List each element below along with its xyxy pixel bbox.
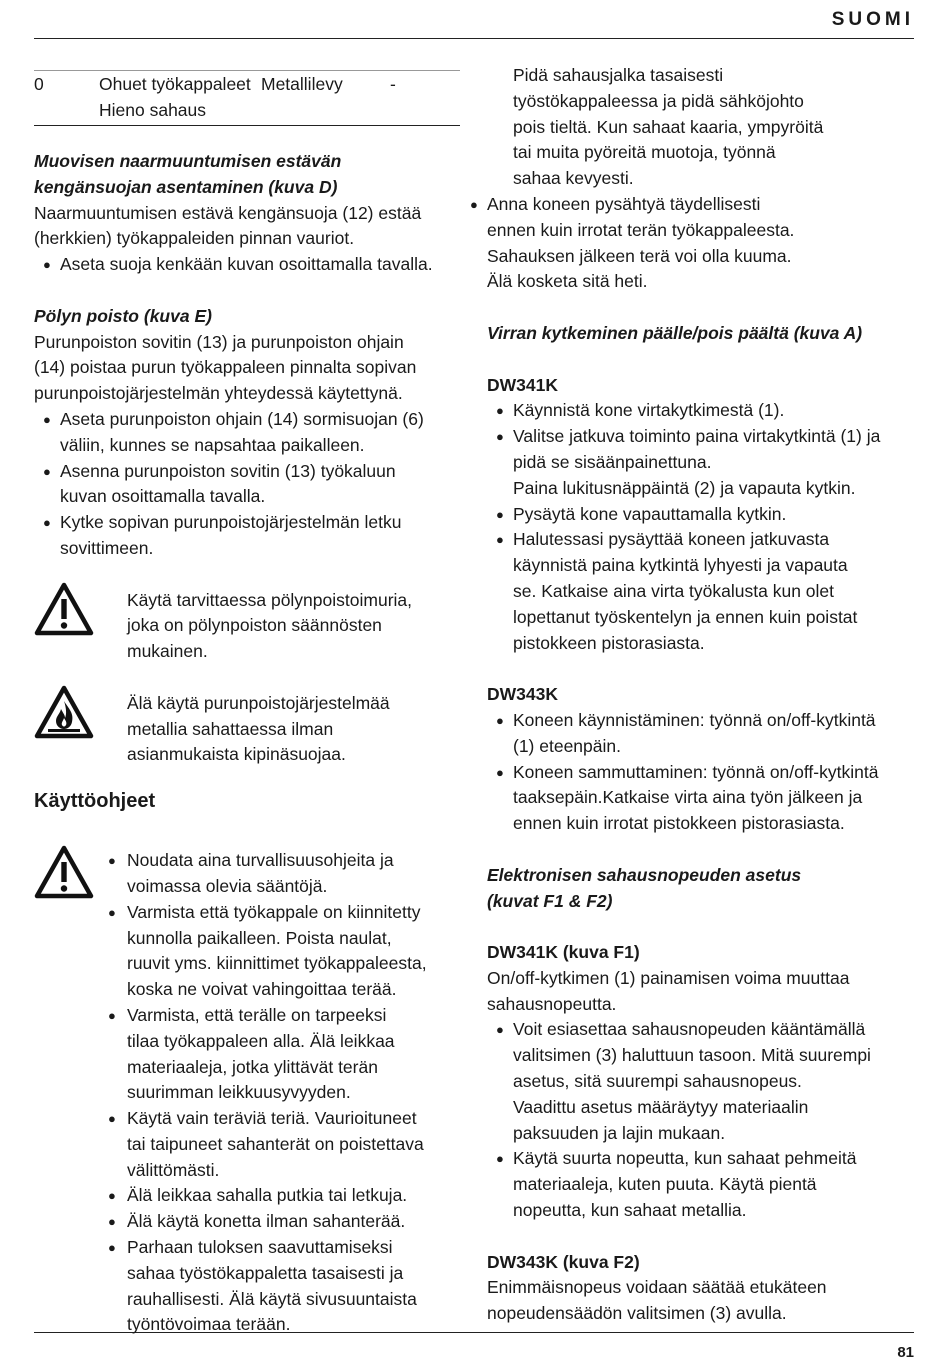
- list-item: ● Anna koneen pysähtyä täydellisesti ennen kuin irrotat terän työkappaleesta. Sahauksen jälkeen terä voi olla kuuma. Älä kosketa sitä heti.: [461, 192, 917, 295]
- list-item: ● Käytä vain teräviä teriä. Vaurioituneet tai taipuneet sahanterät on poistettava välittömästi.: [108, 1106, 464, 1183]
- warning-text-line1: Älä käytä purunpoistojärjestelmää: [127, 692, 390, 713]
- right-column: [487, 63, 917, 1327]
- warning-triangle-icon: [34, 845, 94, 899]
- list-item: ● Älä käytä konetta ilman sahanterää.: [108, 1209, 464, 1235]
- fire-hazard-icon: [34, 685, 94, 739]
- dw341k-heading: DW341K: [487, 374, 558, 395]
- list-item: ● Aseta purunpoiston ohjain (14) sormisuojan (6) väliin, kunnes se napsahtaa paikalleen.: [34, 407, 464, 459]
- list-item: ● Pysäytä kone vapauttamalla kytkin.: [487, 502, 917, 528]
- f1-heading: DW341K (kuva F1): [487, 942, 640, 963]
- list-item: ● Kytke sopivan purunpoistojärjestelmän letku sovittimeen.: [34, 510, 464, 562]
- continued-bullet: Pidä sahausjalka tasaisesti työstökappaleessa ja pidä sähköjohto pois tieltä. Kun sahaat kaaria, ympyröitä tai muita pyöreitä muotoja, työnnä sahaa kevyesti.: [513, 65, 824, 189]
- table-cell-workpiece-line2: Hieno sahaus: [99, 99, 207, 120]
- usage-warning-block: [34, 848, 464, 1338]
- dust-para-line2: (14) poistaa purun työkappaleen pinnalta sopivan: [34, 357, 417, 378]
- switch-heading: Virran kytkeminen päälle/pois päältä (kuva A): [487, 322, 863, 343]
- list-item: ● Parhaan tuloksen saavuttamiseksi sahaa työstökappaletta tasaisesti ja rauhallisesti. Älä käytä sivusuuntaista työntövoimaa terään.: [108, 1235, 464, 1338]
- f1-para-line1: On/off-kytkimen (1) painamisen voima muuttaa: [487, 967, 850, 988]
- list-item: ● Varmista, että terälle on tarpeeksi tilaa työkappaleen alla. Älä leikkaa materiaaleja, jotka ylittävät terän suurimman leikkuusyvyyden.: [108, 1003, 464, 1106]
- dust-para-line1: Purunpoiston sovitin (13) ja purunpoiston ohjain: [34, 331, 404, 352]
- speed-heading-line2: (kuvat F1 & F2): [487, 890, 613, 911]
- usage-heading: Käyttöohjeet: [34, 790, 156, 813]
- blade-table-row: [34, 70, 460, 126]
- f2-para-line1: Enimmäisnopeus voidaan säätää etukäteen: [487, 1277, 827, 1298]
- f1-para-line2: sahausnopeutta.: [487, 993, 617, 1014]
- list-item: ● Koneen sammuttaminen: työnnä on/off-kytkintä taaksepäin.Katkaise virta aina työn jälkeen ja ennen kuin irrotat pistokkeen pistorasiasta.: [487, 760, 917, 837]
- list-item: ● Käytä suurta nopeutta, kun sahaat pehmeitä materiaaleja, kuten puuta. Käytä pientä nopeutta, kun sahaat metallia.: [487, 1146, 917, 1223]
- dw343k-list: [487, 708, 917, 837]
- usage-list: [34, 848, 464, 1338]
- list-item: ● Voit esiasettaa sahausnopeuden kääntämällä valitsimen (3) haluttuun tasoon. Mitä suurempi asetus, sitä suurempi sahausnopeus. Vaadittu asetus määräytyy materiaalin paksuuden ja lajin mukaan.: [487, 1017, 917, 1146]
- shoe-heading-line1: Muovisen naarmuuntumisen estävän: [34, 151, 342, 171]
- warning-text-line2: joka on pölynpoiston säännösten: [127, 615, 382, 636]
- list-item: ● Valitse jatkuva toiminto paina virtakytkintä (1) ja pidä se sisäänpainettuna. Paina lukitusnäppäintä (2) ja vapauta kytkin.: [487, 424, 917, 501]
- warning-fire: [34, 691, 464, 768]
- shoe-para-line1: Naarmuuntumisen estävä kengänsuoja (12) estää: [34, 202, 422, 223]
- stop-list: [487, 192, 917, 295]
- shoe-para-line2: (herkkien) työkappaleiden pinnan vauriot.: [34, 228, 355, 249]
- list-item: ● Koneen käynnistäminen: työnnä on/off-kytkintä (1) eteenpäin.: [487, 708, 917, 760]
- warning-text-line3: mukainen.: [127, 641, 208, 662]
- list-item: ● Aseta suoja kenkään kuvan osoittamalla tavalla.: [34, 252, 464, 278]
- f1-list: [487, 1017, 917, 1223]
- language-header: SUOMI: [831, 9, 914, 30]
- shoe-heading-line2: kengänsuojan asentaminen (kuva D): [34, 176, 338, 197]
- warning-text-line2: metallia sahattaessa ilman: [127, 718, 334, 739]
- dust-list: [34, 407, 464, 562]
- dust-para-line3: purunpoistojärjestelmän yhteydessä käytettynä.: [34, 383, 403, 404]
- table-cell-index: 0: [34, 74, 44, 94]
- f2-heading: DW343K (kuva F2): [487, 1251, 640, 1272]
- f2-para-line2: nopeudensäädön valitsimen (3) avulla.: [487, 1303, 787, 1324]
- header-rule: [34, 38, 914, 39]
- page-number: 81: [897, 1344, 914, 1361]
- list-item: ● Varmista että työkappale on kiinnitetty kunnolla paikalleen. Poista naulat, ruuvit yms. kiinnittimet työkappaleesta, koska ne voivat vahingoittaa terää.: [108, 900, 464, 1003]
- warning-text-line1: Käytä tarvittaessa pölynpoistoimuria,: [127, 589, 412, 610]
- list-item: ● Käynnistä kone virtakytkimestä (1).: [487, 398, 917, 424]
- dw343k-heading: DW343K: [487, 684, 558, 705]
- table-cell-workpiece-line1: Ohuet työkappaleet: [99, 74, 251, 94]
- table-cell-dash: -: [390, 74, 396, 94]
- list-item: ● Älä leikkaa sahalla putkia tai letkuja.: [108, 1183, 464, 1209]
- warning-dust-extractor: [34, 588, 464, 665]
- list-item: ● Asenna purunpoiston sovitin (13) työkaluun kuvan osoittamalla tavalla.: [34, 459, 464, 511]
- speed-heading-line1: Elektronisen sahausnopeuden asetus: [487, 864, 802, 885]
- warning-text-line3: asianmukaista kipinäsuojaa.: [127, 744, 346, 765]
- dust-heading: Pölyn poisto (kuva E): [34, 305, 212, 326]
- warning-triangle-icon: [34, 582, 94, 636]
- shoe-list: [34, 252, 464, 278]
- list-item: ● Noudata aina turvallisuusohjeita ja voimassa olevia sääntöjä.: [108, 848, 464, 900]
- table-cell-material: Metallilevy: [261, 74, 343, 94]
- dw341k-list: [487, 398, 917, 656]
- left-column: [34, 149, 464, 1338]
- list-item: ● Halutessasi pysäyttää koneen jatkuvasta käynnistä paina kytkintä lyhyesti ja vapauta se. Katkaise aina virta työkalusta kun olet lopettanut työskentelyn ja ennen kuin poistat pistokkeen pistorasiasta.: [487, 527, 917, 656]
- table-cell-workpiece: [99, 72, 251, 124]
